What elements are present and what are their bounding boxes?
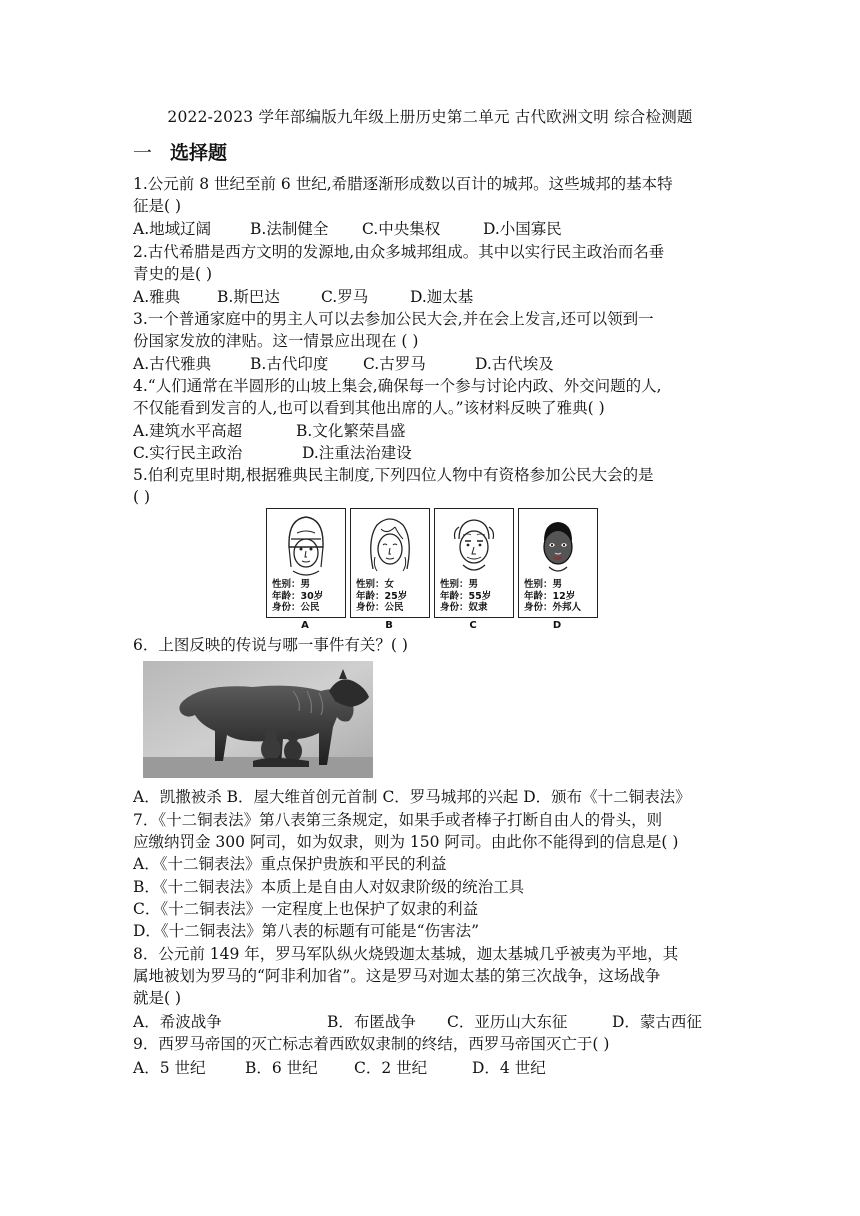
q3-option-c: C.古罗马 (363, 355, 426, 373)
person-info-c (440, 579, 491, 614)
age-label: 年龄：12岁 (524, 590, 576, 602)
gender-label: 性别：女 (356, 579, 395, 590)
age-label: 年龄：25岁 (356, 590, 408, 602)
q7-stem-line1: 7．《十二铜表法》第八表第三条规定，如果手或者棒子打断自由人的骨头，则 (133, 811, 663, 829)
q4-stem-line2: 不仅能看到发言的人,也可以看到其他出席的人。”该材料反映了雅典( ) (133, 399, 605, 417)
q4-options-row1 (133, 421, 405, 441)
q4-option-a: A.建筑水平高超 (133, 422, 243, 440)
woman-portrait-icon (351, 509, 429, 579)
q8-options (133, 1012, 702, 1032)
q2-option-c: C.罗马 (321, 288, 369, 306)
q7-option-c: C．《十二铜表法》一定程度上也保护了奴隶的利益 (133, 900, 479, 918)
q9-option-c: C．2 世纪 (354, 1059, 428, 1077)
q3-option-d: D.古代埃及 (475, 355, 554, 373)
q1-stem-line2: 征是( ) (133, 197, 182, 215)
age-label: 年龄：30岁 (272, 590, 324, 602)
q8-option-a: A．希波战争 (133, 1013, 222, 1031)
q5-stem-line1: 5.伯利克里时期,根据雅典民主制度,下列四位人物中有资格参加公民大会的是 (133, 466, 654, 484)
q7-option-b: B．《十二铜表法》本质上是自由人对奴隶阶级的统治工具 (133, 878, 525, 896)
q8-stem-line3: 就是( ) (133, 989, 182, 1007)
q1-option-b: B.法制健全 (250, 220, 329, 238)
q6-options: A．凯撒被杀 B．屋大维首创元首制 C．罗马城邦的兴起 D．颁布《十二铜表法》 (133, 788, 691, 806)
gender-label: 性别：男 (440, 579, 479, 590)
gender-label: 性别：男 (272, 579, 311, 590)
q9-option-b: B．6 世纪 (245, 1059, 318, 1077)
q5-stem-line2: ( ) (133, 488, 151, 506)
q7-option-d: D．《十二铜表法》第八表的标题有可能是“伤害法” (133, 922, 480, 940)
boy-portrait-icon (519, 509, 597, 579)
q2-stem-line1: 2.古代希腊是西方文明的发源地,由众多城邦组成。其中以实行民主政治而名垂 (133, 243, 665, 261)
person-info-d (524, 579, 581, 614)
card-letter-b: B (385, 620, 393, 631)
q8-option-b: B．布匿战争 (327, 1013, 416, 1031)
old-man-portrait-icon (435, 509, 513, 579)
person-info-b (356, 579, 407, 614)
q9-option-d: D．4 世纪 (472, 1059, 546, 1077)
person-info-a (272, 579, 323, 614)
q6-stem: 6．上图反映的传说与哪一事件有关？( ) (133, 636, 408, 654)
q4-option-c: C.实行民主政治 (133, 444, 243, 462)
soldier-portrait-icon (267, 509, 345, 579)
section-heading (133, 138, 227, 165)
person-card-a (266, 508, 346, 618)
q1-option-d: D.小国寡民 (483, 220, 562, 238)
q1-options (133, 219, 562, 239)
q7-option-a: A．《十二铜表法》重点保护贵族和平民的利益 (133, 855, 447, 873)
gender-label: 性别：男 (524, 579, 563, 590)
q9-options (133, 1058, 546, 1078)
capitoline-wolf-photo (143, 661, 373, 778)
person-card-b (350, 508, 430, 618)
q8-option-c: C．亚历山大东征 (447, 1013, 568, 1031)
q7-stem-line2: 应缴纳罚金 300 阿司，如为奴隶，则为 150 阿司。由此你不能得到的信息是( ) (133, 833, 679, 851)
q2-options (133, 287, 473, 307)
q1-option-c: C.中央集权 (362, 220, 441, 238)
card-letter-d: D (552, 620, 562, 631)
q8-stem-line1: 8．公元前 149 年，罗马军队纵火烧毁迦太基城，迦太基城几乎被夷为平地，其 (133, 945, 679, 963)
q9-stem: 9．西罗马帝国的灭亡标志着西欧奴隶制的终结，西罗马帝国灭亡于( ) (133, 1035, 610, 1053)
document-title: 2022-2023 学年部编版九年级上册历史第二单元 古代欧洲文明 综合检测题 (167, 108, 693, 126)
section-label: 选择题 (170, 142, 228, 164)
q3-stem-line1: 3.一个普通家庭中的男主人可以去参加公民大会,并在会上发言,还可以领到一 (133, 310, 654, 328)
identity-label: 身份：奴隶 (440, 602, 488, 613)
q3-stem-line2: 份国家发放的津贴。这一情景应出现在 ( ) (133, 332, 419, 350)
q3-option-b: B.古代印度 (250, 355, 329, 373)
q2-option-d: D.迦太基 (410, 288, 474, 306)
person-card-c (434, 508, 514, 618)
identity-label: 身份：外邦人 (524, 602, 582, 613)
q1-option-a: A.地域辽阔 (133, 220, 212, 238)
identity-label: 身份：公民 (272, 602, 320, 613)
q8-stem-line2: 属地被划为罗马的“阿非利加省”。这是罗马对迦太基的第三次战争，这场战争 (133, 967, 661, 985)
q8-option-d: D．蒙古西征 (612, 1013, 702, 1031)
q3-option-a: A.古代雅典 (133, 355, 212, 373)
q3-options (133, 354, 554, 374)
q4-option-d: D.注重法治建设 (302, 444, 412, 462)
q2-option-a: A.雅典 (133, 288, 181, 306)
card-letter-c: C (469, 620, 477, 631)
card-letter-a: A (301, 620, 309, 631)
person-card-d (518, 508, 598, 618)
q4-option-b: B.文化繁荣昌盛 (296, 422, 406, 440)
q9-option-a: A．5 世纪 (133, 1059, 206, 1077)
q2-stem-line2: 青史的是( ) (133, 265, 213, 283)
q4-options-row2 (133, 443, 412, 463)
age-label: 年龄：55岁 (440, 590, 492, 602)
q1-stem-line1: 1.公元前 8 世纪至前 6 世纪,希腊逐渐形成数以百计的城邦。这些城邦的基本特 (133, 175, 673, 193)
q5-figure (266, 508, 596, 638)
q2-option-b: B.斯巴达 (217, 288, 280, 306)
section-number: 一 (133, 142, 153, 164)
identity-label: 身份：公民 (356, 602, 404, 613)
q4-stem-line1: 4.“人们通常在半圆形的山坡上集会,确保每一个参与讨论内政、外交问题的人, (133, 377, 662, 395)
